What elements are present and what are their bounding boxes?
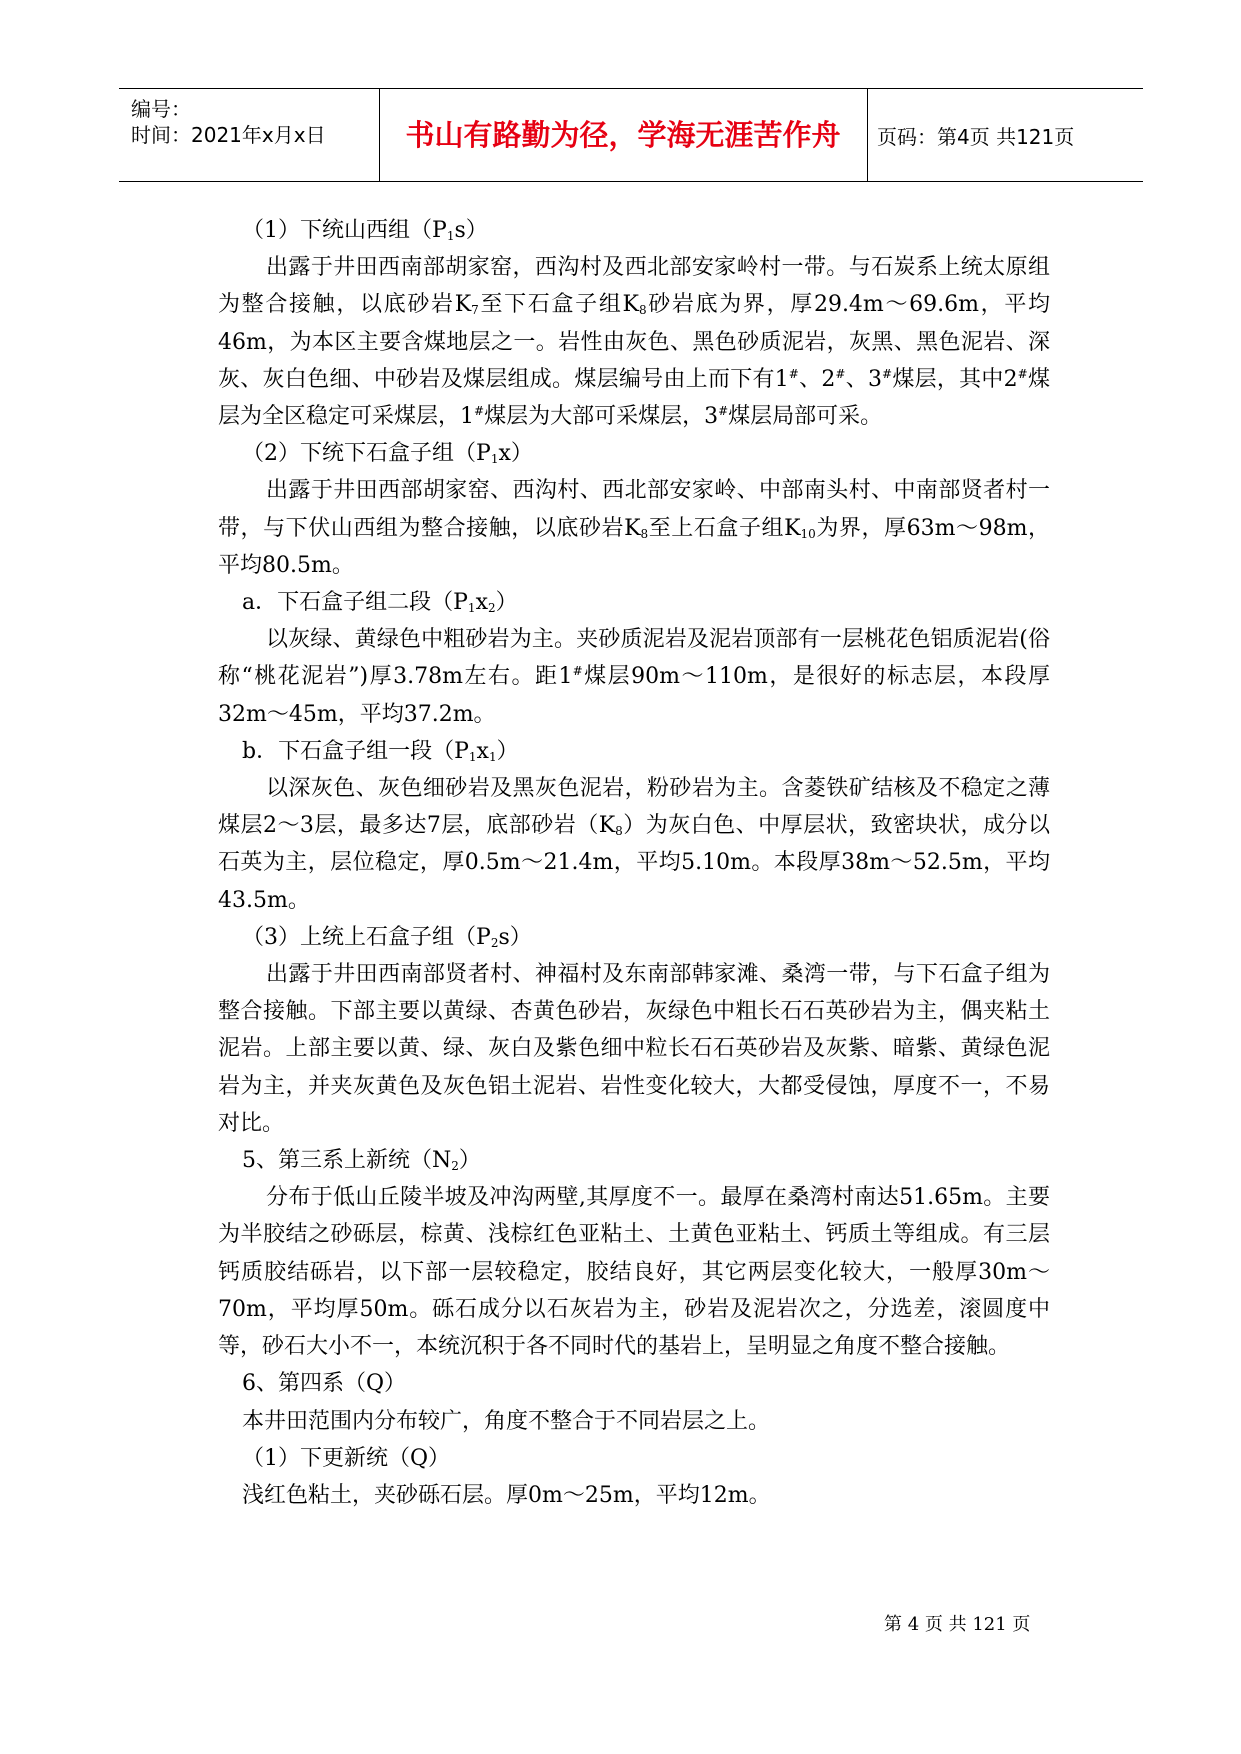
paragraph-member-1: 以深灰色、灰色细砂岩及黑灰色泥岩，粉砂岩为主。含菱铁矿结核及不稳定之薄煤层2～3层，最多达7层，底部砂岩$(K_8)$为灰白色、中厚层状，致密块状，成分以石英为主，层位稳定，厚0.5m～21.4m，平均5.10m。本段厚38m～52.5m，平均43.5m。 [218,776,1050,913]
subsection-heading-lower-pleistocene: （1）下更新统（Q） [242,1445,451,1471]
paragraph-upper-shihezi: 出露于井田西南部贤者村、神福村及东南部韩家滩、桑湾一带，与下石盒子组为整合接触。下部主要以黄绿、杏黄色砂岩，灰绿色中粗长石石英砂岩为主，偶夹粘土泥岩。上部主要以黄、绿、灰白及紫色细中粒长石石英砂岩及灰紫、暗紫、黄绿色泥岩为主，并夹灰黄色及灰色铝土泥岩、岩性变化较大，大都受侵蚀，厚度不一，不易对比。 [218,962,1050,1136]
paragraph-quaternary: 本井田范围内分布较广，角度不整合于不同岩层之上。 [242,1408,771,1434]
paragraph-member-2: 以灰绿、黄绿色中粗砂岩为主。夹砂质泥岩及泥岩顶部有一层桃花色铝质泥岩(俗称“桃花泥岩”)厚3.78m左右。距1#煤层90m～110m，是很好的标志层，本段厚32m～45m，平均37.2m。 [218,627,1051,727]
paragraph-lower-pleistocene: 浅红色粘土，夹砂砾石层。厚0m～25m，平均12m。 [242,1482,771,1508]
page-footer: 第 4 页 共 121 页 [884,1614,1031,1635]
subsection-heading-member-2: a．下石盒子组二段$(P_1x_2)$ [242,590,518,616]
document-date-label: 时间：2021年x月x日 [131,123,326,147]
page-header [119,88,1143,182]
header-motto: 书山有路勤为径，学海无涯苦作舟 [405,118,841,152]
paragraph-shanxi: 出露于井田西南部胡家窑，西沟村及西北部安家岭村一带。与石炭系上统太原组为整合接触，以底砂岩$K_7$至下石盒子组$K_8$砂岩底为界，厚29.4m～69.6m，平均46m，为本区主要含煤地层之一。岩性由灰色、黑色砂质泥岩，灰黑、黑色泥岩、深灰、灰白色细、中砂岩及煤层组成。煤层编号由上而下有1#、2#、3#煤层，其中2#煤层为全区稳定可采煤层，1#煤层为大部可采煤层，3#煤层局部可采。 [218,255,1051,430]
header-page-number: 页码：第4页 共121页 [877,125,1075,149]
paragraph-lower-shihezi: 出露于井田西部胡家窑、西沟村、西北部安家岭、中部南头村、中南部贤者村一带，与下伏山西组为整合接触，以底砂岩$K_8$至上石盒子组$K_{10}$为界，厚63m～98m，平均80.5m。 [218,478,1051,578]
header-info-cell [119,89,380,181]
header-motto-cell [379,89,868,181]
section-heading-quaternary: 6、第四系（Q） [242,1371,407,1397]
header-page-cell [867,89,1143,181]
document-body [218,212,1050,1514]
section-heading-neogene: 5、第三系上新统$(N_2)$ [242,1148,481,1174]
section-heading-upper-shihezi: （3）上统上石盒子组$(P_2s)$ [242,924,532,950]
section-heading-lower-shihezi: （2）下统下石盒子组$(P_1x)$ [242,441,533,467]
section-heading-shanxi: （1）下统山西组$(P_1s)$ [242,218,488,243]
document-number-label: 编号： [131,97,191,121]
paragraph-neogene: 分布于低山丘陵半坡及冲沟两壁,其厚度不一。最厚在桑湾村南达51.65m。主要为半胶结之砂砾层，棕黄、浅棕红色亚粘土、土黄色亚粘土、钙质土等组成。有三层钙质胶结砾岩，以下部一层较稳定，胶结良好，其它两层变化较大，一般厚30m～70m，平均厚50m。砾石成分以石灰岩为主，砂岩及泥岩次之，分选差，滚圆度中等，砂石大小不一，本统沉积于各不同时代的基岩上，呈明显之角度不整合接触。 [218,1185,1050,1360]
subsection-heading-member-1: b．下石盒子组一段$(P_1x_1)$ [242,738,519,764]
